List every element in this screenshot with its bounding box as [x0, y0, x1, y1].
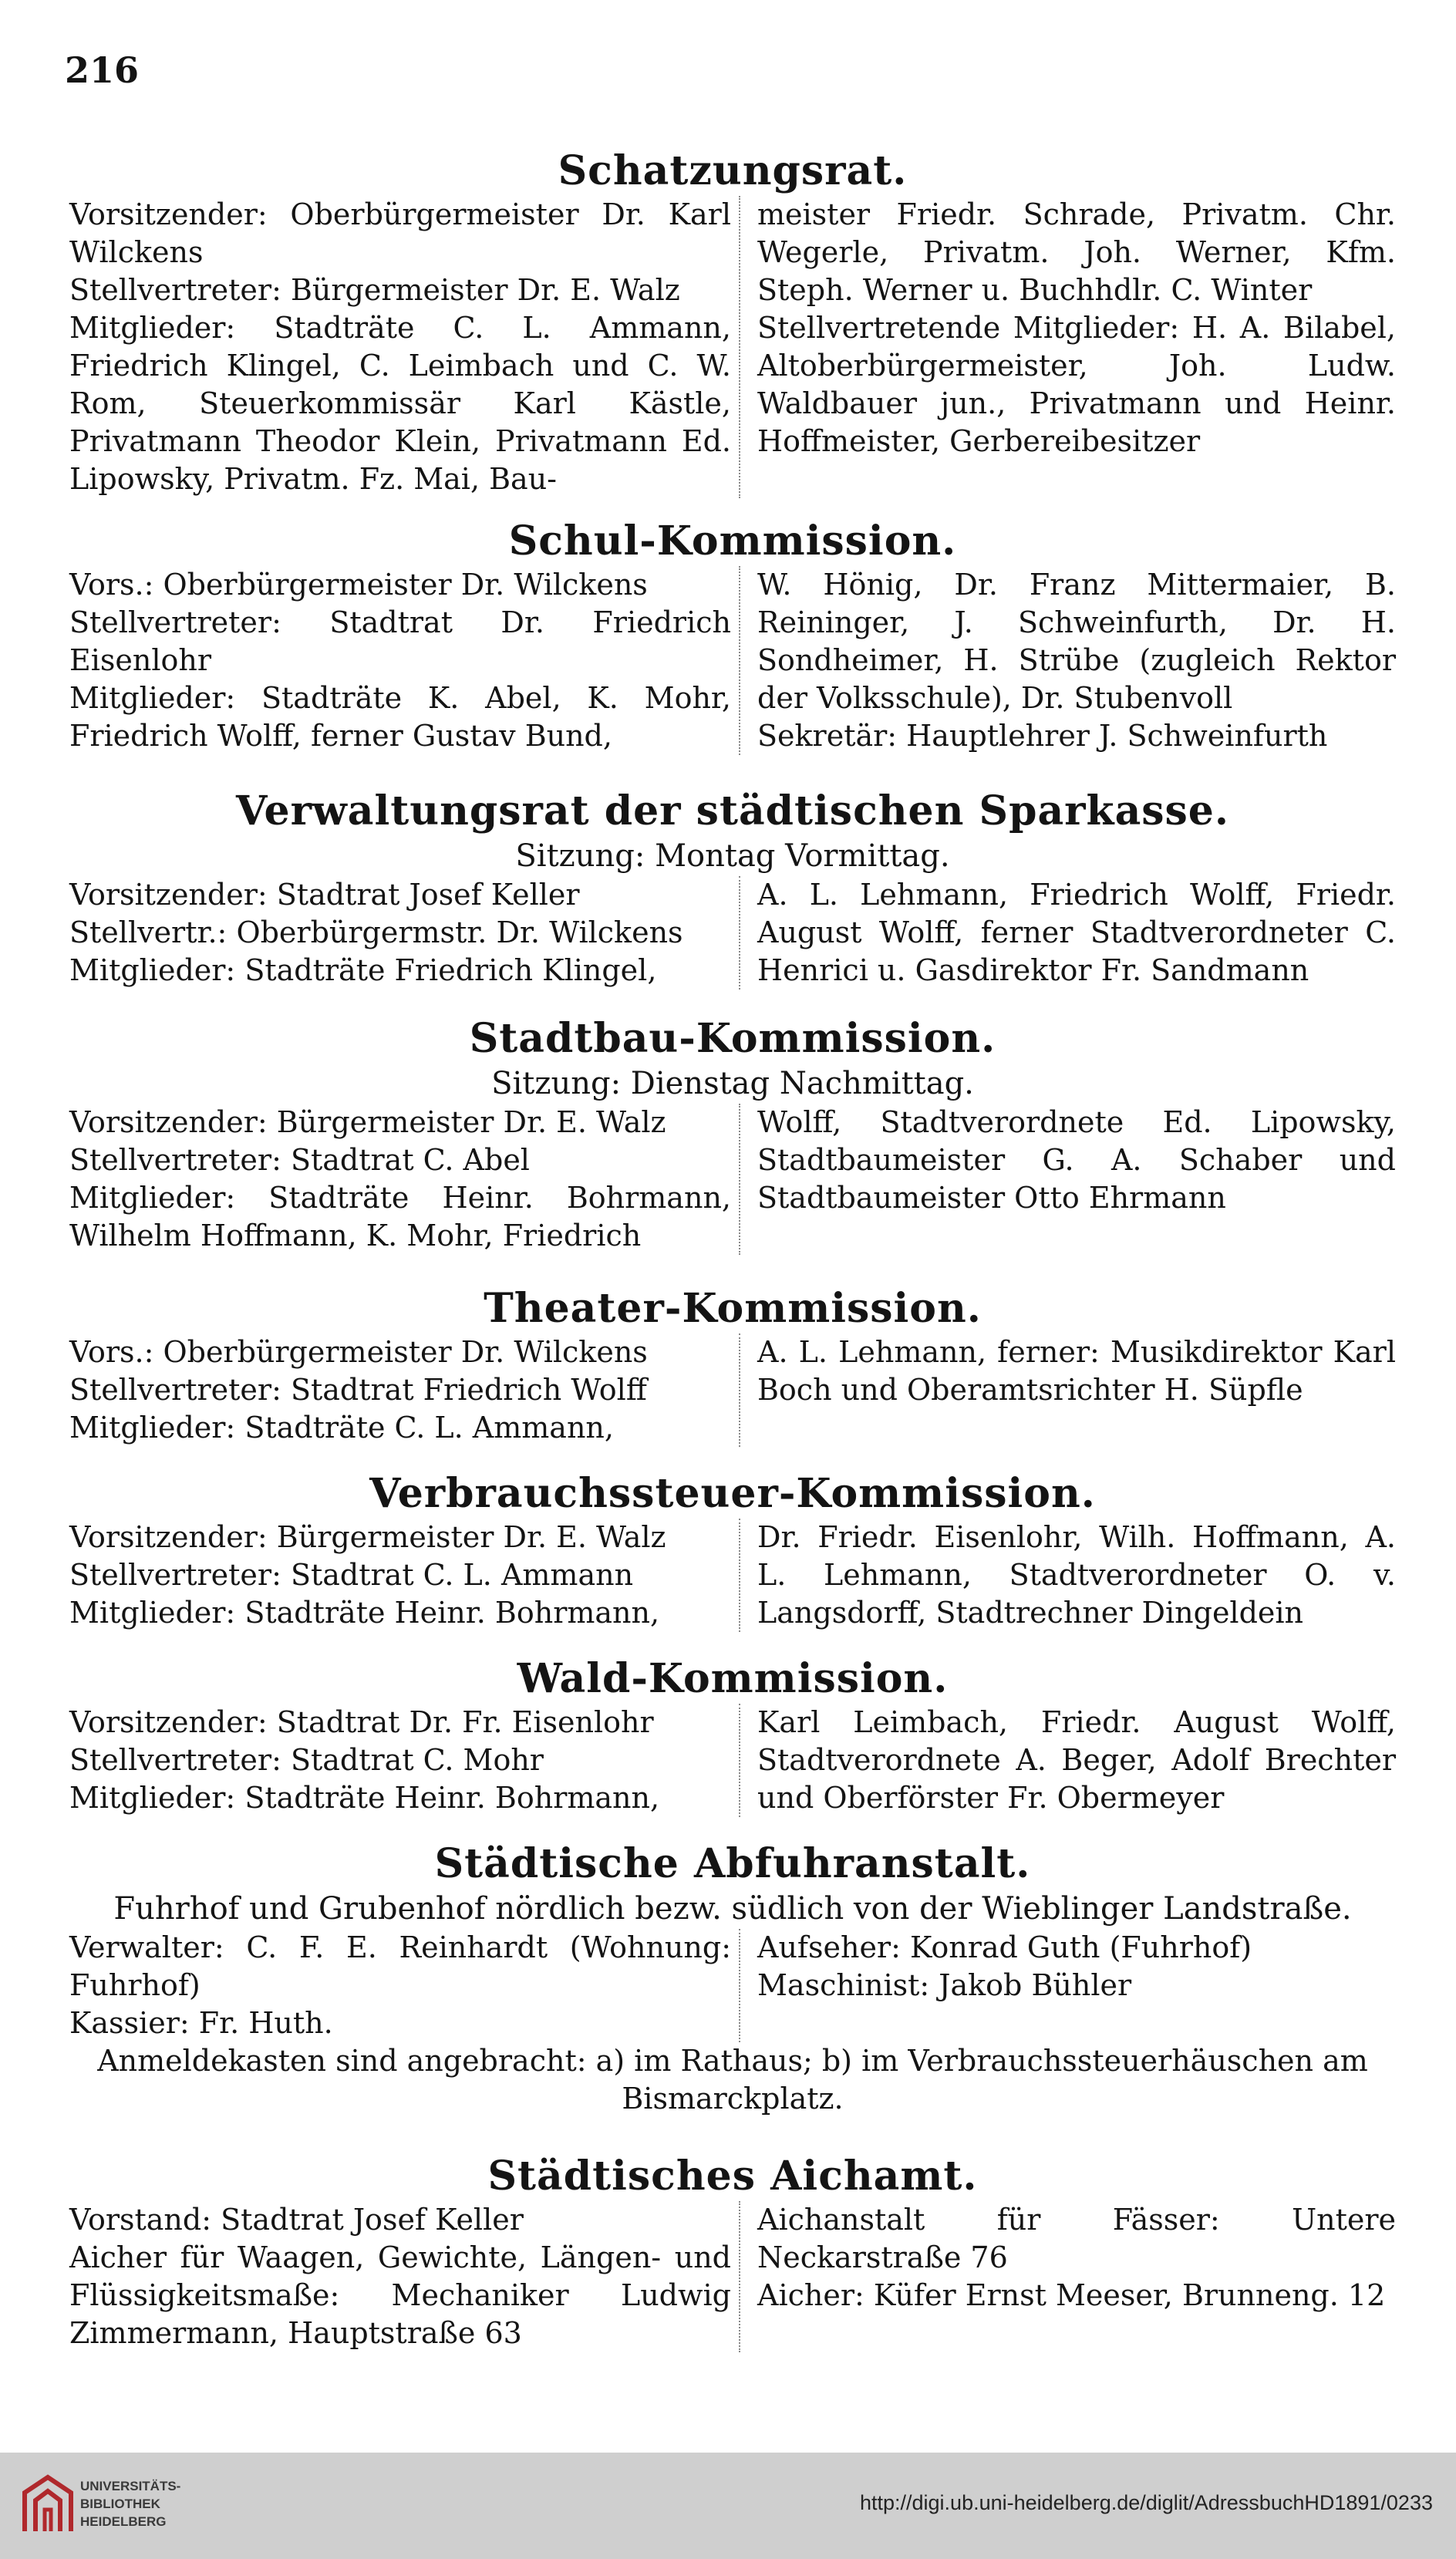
section-theater-kommission — [69, 1284, 1396, 1447]
section-title: Wald-Kommission. — [517, 1655, 949, 1702]
entry: Vors.: Oberbürgermeister Dr. Wilckens — [69, 568, 648, 602]
two-columns — [69, 1333, 1396, 1447]
entry: Mitglieder: Stadträte Friedrich Klingel, — [69, 953, 657, 987]
section-schul-kommission — [69, 517, 1396, 755]
section-note: Anmeldekasten sind angebracht: a) im Rathaus; b) im Verbrauchssteuerhäuschen am Bismarckplatz. — [97, 2044, 1368, 2116]
entry: Stellvertreter: Stadtrat C. Mohr — [69, 1743, 544, 1777]
entry: Stellvertreter: Stadtrat Friedrich Wolff — [69, 1373, 647, 1407]
right-column — [739, 196, 1396, 498]
two-columns — [69, 1519, 1396, 1632]
two-columns — [69, 1704, 1396, 1817]
entry: A. L. Lehmann, ferner: Musikdirektor Karl Boch und Oberamtsrichter H. Süpfle — [757, 1335, 1396, 1407]
logo-line: HEIDELBERG — [80, 2514, 167, 2529]
section-title: Theater-Kommission. — [484, 1285, 982, 1332]
entry: Vorsitzender: Bürgermeister Dr. E. Walz — [69, 1520, 666, 1554]
entry: Stellvertreter: Stadtrat C. L. Ammann — [69, 1558, 634, 1592]
page-number: 216 — [65, 49, 140, 91]
left-column — [69, 1929, 739, 2042]
left-column — [69, 566, 739, 755]
section-title: Stadtbau-Kommission. — [469, 1015, 996, 1062]
entry: Aicher für Waagen, Gewichte, Längen- und Flüssigkeitsmaße: Mechaniker Ludwig Zimmermann, Hauptstraße 63 — [69, 2240, 731, 2350]
right-column — [739, 1104, 1396, 1255]
section-stadtbau-kommission — [69, 1014, 1396, 1255]
entry: Aufseher: Konrad Guth (Fuhrhof) — [757, 1930, 1252, 1964]
two-columns — [69, 566, 1396, 755]
entry: Mitglieder: Stadträte C. L. Ammann, — [69, 1411, 614, 1445]
entry: Mitglieder: Stadträte K. Abel, K. Mohr, Friedrich Wolff, ferner Gustav Bund, — [69, 681, 731, 753]
entry: Dr. Friedr. Eisenlohr, Wilh. Hoffmann, A. L. Lehmann, Stadtverordneter O. v. Langsdorff, Stadtrechner Dingeldein — [757, 1520, 1396, 1630]
logo-line: BIBLIOTHEK — [80, 2497, 160, 2511]
section-verbrauchssteuer-kommission — [69, 1469, 1396, 1632]
section-title: Verwaltungsrat der städtischen Sparkasse. — [235, 787, 1229, 834]
section-abfuhranstalt — [69, 1839, 1396, 2118]
section-schatzungsrat — [69, 147, 1396, 498]
section-title: Verbrauchssteuer-Kommission. — [369, 1470, 1096, 1517]
source-url-link[interactable]: http://digi.ub.uni-heidelberg.de/diglit/AdressbuchHD1891/0233 — [859, 2491, 1433, 2514]
two-columns — [69, 196, 1396, 498]
entry: Mitglieder: Stadträte Heinr. Bohrmann, — [69, 1781, 660, 1815]
entry: Vorsitzender: Bürgermeister Dr. E. Walz — [69, 1105, 666, 1139]
right-column — [739, 566, 1396, 755]
entry: Maschinist: Jakob Bühler — [757, 1968, 1132, 2002]
two-columns — [69, 876, 1396, 990]
section-subtitle: Sitzung: Dienstag Nachmittag. — [491, 1066, 974, 1101]
entry: Kassier: Fr. Huth. — [69, 2006, 333, 2040]
entry: meister Friedr. Schrade, Privatm. Chr. Wegerle, Privatm. Joh. Werner, Kfm. Steph. Werner u. Buchhdlr. C. Winter — [757, 197, 1396, 307]
section-title: Schatzungsrat. — [558, 147, 908, 194]
two-columns — [69, 2201, 1396, 2352]
left-column — [69, 196, 739, 498]
library-logo-icon — [17, 2470, 79, 2540]
logo-line: UNIVERSITÄTS- — [80, 2479, 181, 2493]
entry: Stellvertreter: Bürgermeister Dr. E. Walz — [69, 273, 680, 307]
entry: Stellvertr.: Oberbürgermstr. Dr. Wilckens — [69, 915, 683, 949]
entry: A. L. Lehmann, Friedrich Wolff, Friedr. August Wolff, ferner Stadtverordneter C. Henrici u. Gasdirektor Fr. Sandmann — [757, 878, 1396, 987]
entry: Aicher: Küfer Ernst Meeser, Brunneng. 12 — [757, 2278, 1386, 2312]
left-column — [69, 1519, 739, 1632]
entry: Stellvertreter: Stadtrat Dr. Friedrich Eisenlohr — [69, 605, 731, 677]
two-columns — [69, 1929, 1396, 2042]
right-column — [739, 1929, 1396, 2042]
section-subtitle: Sitzung: Montag Vormittag. — [515, 838, 950, 874]
right-column — [739, 1704, 1396, 1817]
right-column — [739, 876, 1396, 990]
entry: W. Hönig, Dr. Franz Mittermaier, B. Reininger, J. Schweinfurth, Dr. H. Sondheimer, H. Strübe (zugleich Rektor der Volksschule), Dr. Stubenvoll — [757, 568, 1396, 715]
left-column — [69, 2201, 739, 2352]
footer-bar — [0, 2453, 1456, 2559]
two-columns — [69, 1104, 1396, 1255]
section-sparkasse — [69, 787, 1396, 990]
section-wald-kommission — [69, 1654, 1396, 1817]
left-column — [69, 876, 739, 990]
section-subtitle: Fuhrhof und Grubenhof nördlich bezw. südlich von der Wieblinger Landstraße. — [113, 1891, 1352, 1927]
entry: Vorsitzender: Stadtrat Dr. Fr. Eisenlohr — [69, 1705, 654, 1739]
right-column — [739, 2201, 1396, 2352]
section-title: Städtisches Aichamt. — [487, 2153, 978, 2200]
entry: Aichanstalt für Fässer: Untere Neckarstraße 76 — [757, 2203, 1396, 2274]
section-aichamt — [69, 2152, 1396, 2352]
entry: Verwalter: C. F. E. Reinhardt (Wohnung: Fuhrhof) — [69, 1930, 731, 2002]
entry: Vorstand: Stadtrat Josef Keller — [69, 2203, 524, 2237]
entry: Vorsitzender: Stadtrat Josef Keller — [69, 878, 580, 912]
entry: Vors.: Oberbürgermeister Dr. Wilckens — [69, 1335, 648, 1369]
section-title: Schul-Kommission. — [508, 518, 957, 565]
entry: Wolff, Stadtverordnete Ed. Lipowsky, Stadtbaumeister G. A. Schaber und Stadtbaumeister Otto Ehrmann — [757, 1105, 1396, 1215]
right-column — [739, 1333, 1396, 1447]
entry: Vorsitzender: Oberbürgermeister Dr. Karl Wilckens — [69, 197, 731, 269]
left-column — [69, 1704, 739, 1817]
entry: Sekretär: Hauptlehrer J. Schweinfurth — [757, 719, 1328, 753]
library-logo-text — [80, 2477, 180, 2530]
left-column — [69, 1333, 739, 1447]
left-column — [69, 1104, 739, 1255]
section-title: Städtische Abfuhranstalt. — [434, 1840, 1031, 1887]
entry: Mitglieder: Stadträte Heinr. Bohrmann, Wilhelm Hoffmann, K. Mohr, Friedrich — [69, 1181, 731, 1253]
right-column — [739, 1519, 1396, 1632]
entry: Karl Leimbach, Friedr. August Wolff, Stadtverordnete A. Beger, Adolf Brechter und Oberförster Fr. Obermeyer — [757, 1705, 1396, 1815]
entry: Mitglieder: Stadträte Heinr. Bohrmann, — [69, 1596, 660, 1630]
entry: Stellvertretende Mitglieder: H. A. Bilabel, Altoberbürgermeister, Joh. Ludw. Waldbauer jun., Privatmann und Heinr. Hoffmeister, Gerbereibesitzer — [757, 311, 1396, 458]
entry: Mitglieder: Stadträte C. L. Ammann, Friedrich Klingel, C. Leimbach und C. W. Rom, Steuerkommissär Karl Kästle, Privatmann Theodor Klein, Privatmann Ed. Lipowsky, Privatm. Fz. Mai, Bau- — [69, 311, 731, 496]
entry: Stellvertreter: Stadtrat C. Abel — [69, 1143, 530, 1177]
